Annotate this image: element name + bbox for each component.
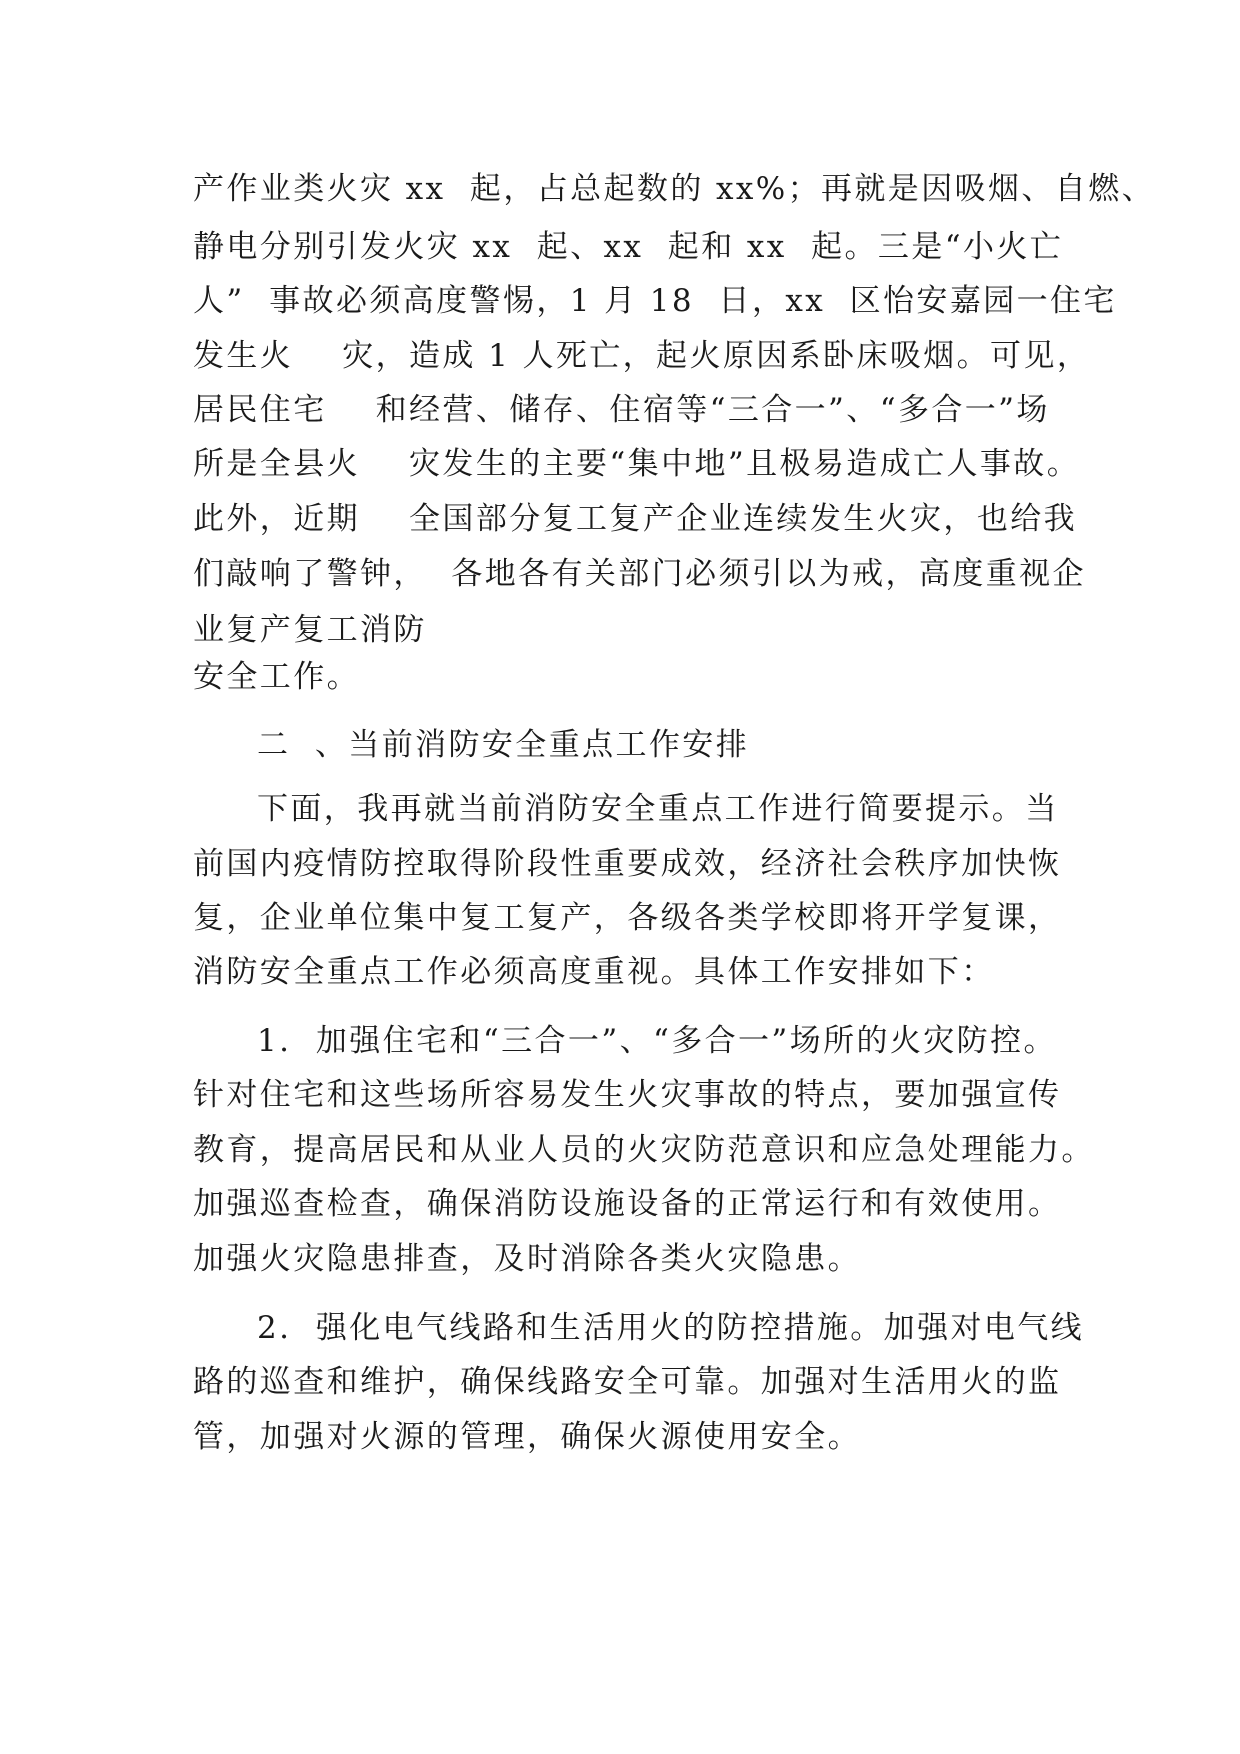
paragraph-line: 加强火灾隐患排查，及时消除各类火灾隐患。: [193, 1241, 861, 1277]
paragraph-line: 发生火 灾，造成 1 人死亡，起火原因系卧床吸烟。可见，: [193, 338, 1091, 374]
paragraph-line: 消防安全重点工作必须高度重视。具体工作安排如下：: [193, 954, 995, 990]
paragraph-line: 业复产复工消防: [193, 612, 427, 648]
paragraph-line: 针对住宅和这些场所容易发生火灾事故的特点，要加强宣传: [193, 1077, 1062, 1113]
paragraph-line: 路的巡查和维护，确保线路安全可靠。加强对生活用火的监: [193, 1364, 1062, 1400]
paragraph-line: 居民住宅 和经营、储存、住宿等“三合一”、“多合一”场: [193, 392, 1050, 428]
paragraph-line: 加强巡查检查，确保消防设施设备的正常运行和有效使用。: [193, 1186, 1062, 1222]
paragraph-line: 此外，近期 全国部分复工复产企业连续发生火灾，也给我: [193, 501, 1078, 537]
list-item-heading: 1. 加强住宅和“三合一”、“多合一”场所的火灾防控。: [257, 1023, 1057, 1059]
paragraph-line: 管，加强对火源的管理，确保火源使用安全。: [193, 1419, 861, 1455]
list-item-heading: 2. 强化电气线路和生活用火的防控措施。加强对电气线: [257, 1310, 1085, 1346]
paragraph-line: 们敲响了警钟， 各地各有关部门必须引以为戒，高度重视企: [193, 556, 1086, 592]
paragraph-line: 复，企业单位集中复工复产，各级各类学校即将开学复课，: [193, 900, 1062, 936]
paragraph-line: 前国内疫情防控取得阶段性重要成效，经济社会秩序加快恢: [193, 846, 1062, 882]
paragraph-line: 所是全县火 灾发生的主要“集中地”且极易造成亡人事故。: [193, 446, 1081, 482]
paragraph-line: 产作业类火灾 xx 起，占总起数的 xx%；再就是因吸烟、自燃、: [193, 171, 1156, 207]
paragraph-line: 下面，我再就当前消防安全重点工作进行简要提示。当: [257, 791, 1059, 827]
paragraph-line: 人” 事故必须高度警惕，1 月 18 日，xx 区怡安嘉园一住宅: [193, 283, 1117, 319]
paragraph-line: 教育，提高居民和从业人员的火灾防范意识和应急处理能力。: [193, 1132, 1095, 1168]
paragraph-line: 静电分别引发火灾 xx 起、xx 起和 xx 起。三是“小火亡: [193, 229, 1064, 265]
paragraph-line: 安全工作。: [193, 659, 360, 695]
section-heading: 二 、当前消防安全重点工作安排: [257, 727, 750, 763]
